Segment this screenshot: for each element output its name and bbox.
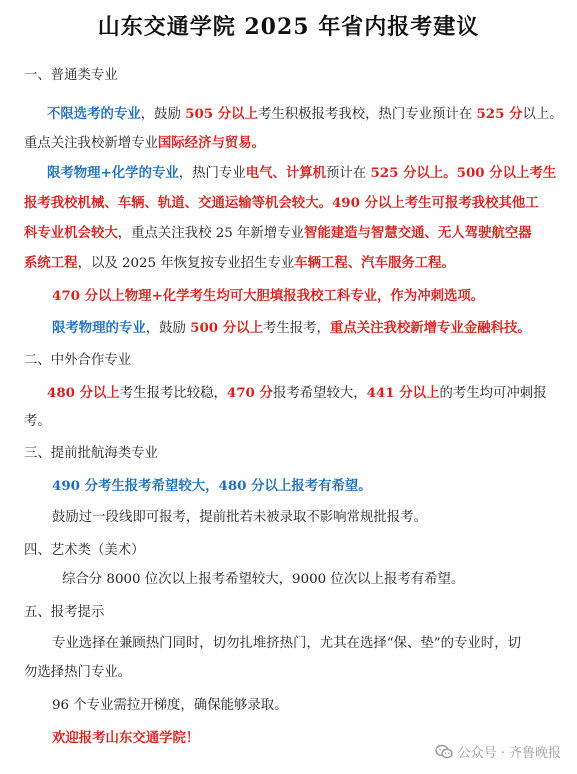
paragraph-physics-chemistry-line2: 报考我校机械、车辆、轨道、交通运输等机会较大。490 分以上考生可报考我校其他工: [24, 195, 539, 211]
highlight: 525 分: [476, 106, 523, 122]
highlight: 480 分以上: [47, 385, 120, 401]
highlight: 国际经济与贸易。: [157, 135, 266, 151]
section-heading-maritime: 三、提前批航海类专业: [24, 446, 158, 461]
paragraph-gradient: 96 个专业需拉开梯度，确保能够录取。: [52, 698, 288, 713]
paragraph-general-unrestricted: [47, 104, 563, 125]
highlight: 500 分以上: [190, 320, 263, 336]
watermark: [435, 742, 561, 761]
section-heading-tips: 五、报考提示: [24, 605, 105, 620]
highlight: 系统工程: [24, 255, 78, 271]
paragraph-cooperation-cont: 考。: [24, 414, 51, 429]
text: 预计在: [326, 166, 371, 181]
paragraph-physics-chemistry-line4: [24, 253, 455, 274]
highlight: 科专业机会较大: [24, 225, 118, 241]
paragraph-physics-chemistry: [47, 163, 556, 184]
paragraph-cooperation: [47, 383, 547, 404]
highlight: 电气、计算机: [245, 165, 327, 181]
section-heading-cooperation: 二、中外合作专业: [24, 353, 132, 368]
text: ，热门专业: [178, 166, 246, 181]
text: ，重点关注我校 25 年新增专业: [117, 226, 304, 241]
page-title: 山东交通学院 2025 年省内报考建议: [97, 14, 480, 40]
text: 以上。: [522, 107, 563, 122]
highlight: 441 分以上: [366, 385, 440, 401]
welcome-text: 欢迎报考山东交通学院！: [52, 730, 200, 746]
paragraph-470-sprint: 470 分以上物理+化学考生均可大胆填报我校工科专业，作为冲刺选项。: [52, 288, 485, 304]
section-heading-general: 一、普通类专业: [24, 68, 118, 83]
highlight: 车辆工程、汽车服务工程。: [294, 255, 455, 271]
watermark-text: 公众号 · 齐鲁晚报: [457, 746, 561, 761]
highlight: 重点关注我校新增专业金融科技。: [329, 320, 531, 336]
text: ，鼓励: [140, 107, 186, 122]
highlight: 505 分以上: [185, 106, 258, 122]
paragraph-general-unrestricted-cont: [24, 133, 265, 154]
paragraph-maritime-scores: 490 分考生报考希望较大，480 分以上报考有希望。: [52, 478, 372, 494]
section-heading-art: 四、艺术类（美术）: [24, 543, 145, 558]
text: 重点关注我校新增专业: [24, 136, 158, 151]
paragraph-tips-cont: 勿选择热门专业。: [24, 665, 132, 680]
text: 考生积极报考我校，热门专业预计在: [257, 107, 477, 122]
text: ，鼓励: [145, 321, 191, 336]
highlight: 限考物理+化学的专业: [47, 165, 179, 181]
highlight: 525 分以上。500 分以上考生: [370, 165, 557, 181]
text: 的考生均可冲刺报: [439, 386, 547, 401]
paragraph-physics-chemistry-line3: [24, 223, 532, 244]
paragraph-physics-only: [52, 318, 531, 339]
text: 考生报考比较稳，: [119, 386, 227, 401]
wechat-icon: [435, 744, 453, 760]
highlight: 限考物理的专业: [52, 320, 146, 336]
highlight: 智能建造与智慧交通、无人驾驶航空器: [303, 225, 532, 241]
highlight: 470 分: [226, 385, 273, 401]
paragraph-tips: 专业选择在兼顾热门同时，切勿扎堆挤热门，尤其在选择“保、垫”的专业时，切: [52, 636, 521, 651]
highlight: 不限选考的专业: [47, 106, 141, 122]
paragraph-art: 综合分 8000 位次以上报考希望较大，9000 位次以上报考有希望。: [62, 572, 465, 587]
paragraph-maritime-note: 鼓励过一段线即可报考，提前批若未被录取不影响常规批报考。: [52, 510, 427, 525]
text: 报考希望较大，: [272, 386, 367, 401]
text: 考生报考，: [262, 321, 330, 336]
text: ，以及 2025 年恢复按专业招生专业: [77, 256, 295, 271]
